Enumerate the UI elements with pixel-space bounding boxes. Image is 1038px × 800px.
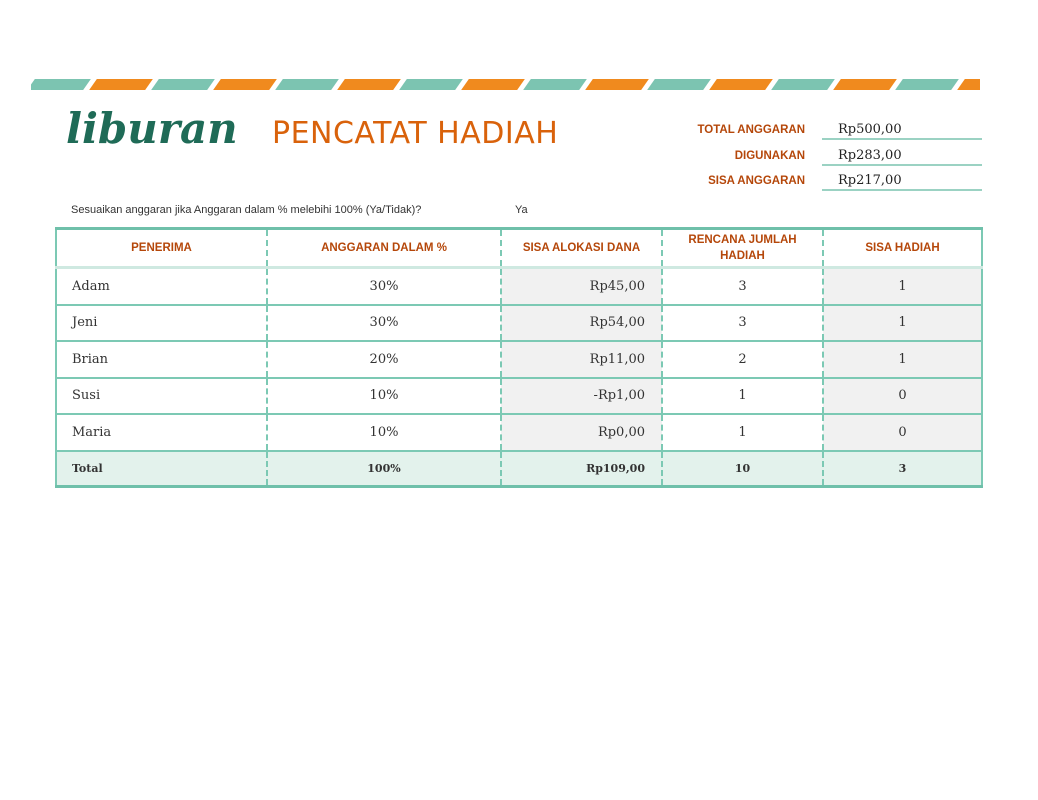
cell-planned-gift-count[interactable]: 3 (662, 268, 823, 305)
summary-row-used (640, 146, 982, 172)
cell-recipient[interactable]: Brian (56, 341, 267, 378)
summary-label: DIGUNAKAN (734, 149, 805, 162)
cell-remaining-gifts[interactable]: 1 (823, 268, 982, 305)
stripe-segment (31, 79, 91, 90)
summary-row-remaining-budget (640, 171, 982, 197)
table-row (56, 268, 982, 305)
cell-remaining-allocation[interactable]: Rp54,00 (501, 305, 662, 342)
budget-summary (640, 120, 982, 197)
stripe-segment (399, 79, 463, 90)
cell-recipient[interactable]: Susi (56, 378, 267, 415)
cell-budget-percent[interactable]: 20% (267, 341, 501, 378)
cell-remaining-gifts[interactable]: 1 (823, 305, 982, 342)
stripe-segment (585, 79, 649, 90)
cell-planned-gift-count[interactable]: 2 (662, 341, 823, 378)
table-row (56, 378, 982, 415)
stripe-segment (895, 79, 959, 90)
page-title: PENCATAT HADIAH (272, 116, 559, 151)
stripe-segment (771, 79, 835, 90)
stripe-segment (89, 79, 153, 90)
cell-planned-gift-count[interactable]: 1 (662, 414, 823, 451)
stripe-segment (647, 79, 711, 90)
summary-value-cell[interactable]: Rp283,00 (822, 146, 982, 166)
cell-remaining-gifts[interactable]: 0 (823, 378, 982, 415)
cell-planned-gift-count[interactable]: 1 (662, 378, 823, 415)
stripe-segment (275, 79, 339, 90)
cell-remaining-gifts[interactable]: 0 (823, 414, 982, 451)
cell-budget-percent[interactable]: 30% (267, 305, 501, 342)
cell-budget-percent[interactable]: 10% (267, 378, 501, 415)
stripe-segment (957, 79, 980, 90)
cell-budget-percent[interactable]: 30% (267, 268, 501, 305)
cell-remaining-gifts[interactable]: 1 (823, 341, 982, 378)
header-recipient[interactable]: PENERIMA (56, 229, 267, 268)
gift-tracker-table (55, 227, 983, 488)
cell-budget-percent[interactable]: 10% (267, 414, 501, 451)
header-remaining-allocation[interactable]: SISA ALOKASI DANA (501, 229, 662, 268)
total-remaining-allocation[interactable]: Rp109,00 (501, 451, 662, 487)
summary-label: SISA ANGGARAN (708, 175, 805, 187)
total-label[interactable]: Total (56, 451, 267, 487)
summary-value-cell[interactable]: Rp500,00 (822, 120, 982, 140)
cell-remaining-allocation[interactable]: Rp45,00 (501, 268, 662, 305)
header-planned-gift-count[interactable]: RENCANA JUMLAH HADIAH (662, 229, 823, 268)
summary-row-total-budget (640, 120, 982, 146)
total-remaining-gifts[interactable]: 3 (823, 451, 982, 487)
summary-label: TOTAL ANGGARAN (697, 124, 805, 136)
header-remaining-gifts[interactable]: SISA HADIAH (823, 229, 982, 268)
total-planned-gift-count[interactable]: 10 (662, 451, 823, 487)
table-total-row (56, 451, 982, 487)
table-row (56, 305, 982, 342)
cell-recipient[interactable]: Jeni (56, 305, 267, 342)
summary-value-cell[interactable]: Rp217,00 (822, 171, 982, 191)
logo-text: liburan (66, 104, 238, 153)
adjust-budget-question: Sesuaikan anggaran jika Anggaran dalam % melebihi 100% (Ya/Tidak)? (71, 204, 422, 216)
adjust-budget-answer-cell[interactable]: Ya (515, 204, 528, 216)
stripe-segment (833, 79, 897, 90)
cell-recipient[interactable]: Adam (56, 268, 267, 305)
stripe-segment (709, 79, 773, 90)
total-budget-percent[interactable]: 100% (267, 451, 501, 487)
stripe-segment (337, 79, 401, 90)
decorative-stripe-band (31, 79, 980, 90)
stripe-segment (523, 79, 587, 90)
table-row (56, 414, 982, 451)
table-row (56, 341, 982, 378)
header-budget-percent[interactable]: ANGGARAN DALAM % (267, 229, 501, 268)
stripe-segment (151, 79, 215, 90)
table-header-row (56, 229, 982, 268)
stripe-segment (213, 79, 277, 90)
cell-recipient[interactable]: Maria (56, 414, 267, 451)
stripe-segment (461, 79, 525, 90)
cell-remaining-allocation[interactable]: Rp0,00 (501, 414, 662, 451)
cell-remaining-allocation[interactable]: -Rp1,00 (501, 378, 662, 415)
cell-remaining-allocation[interactable]: Rp11,00 (501, 341, 662, 378)
cell-planned-gift-count[interactable]: 3 (662, 305, 823, 342)
